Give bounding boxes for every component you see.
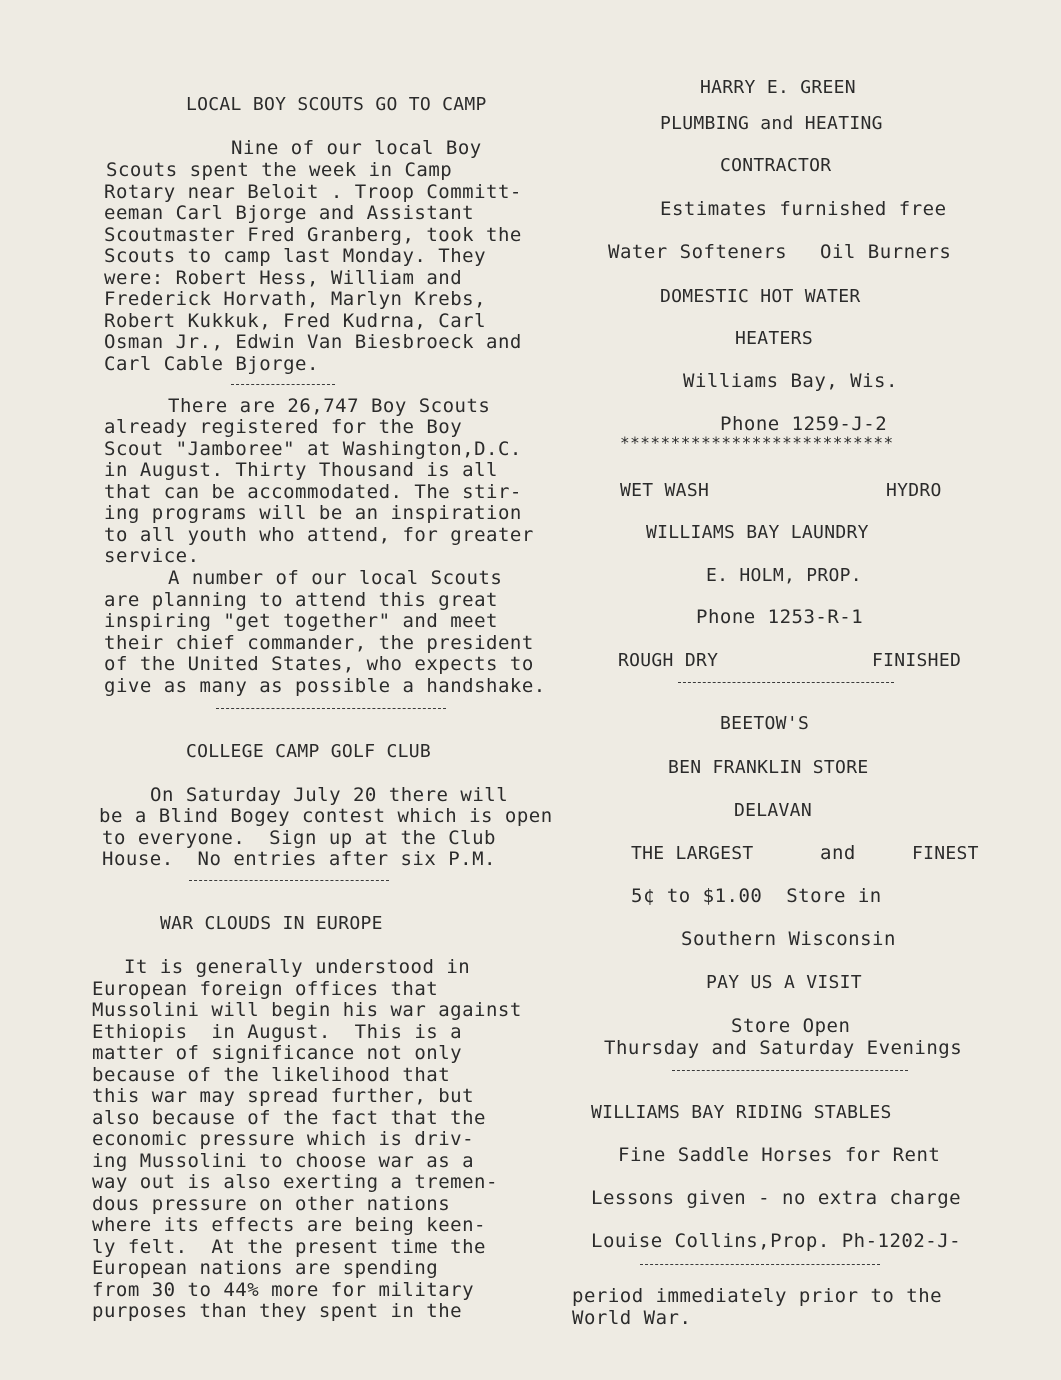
ad-line: FINISHED [872, 650, 962, 671]
star-divider: *************************** [620, 433, 894, 452]
text-line: were: Robert Hess, William and [104, 267, 463, 289]
ad-line: HEATERS [735, 328, 813, 349]
ad-line: Water Softeners [608, 241, 788, 263]
text-line: It is generally understood in [124, 956, 471, 978]
ad-line: 5¢ to $1.00 Store in [631, 885, 882, 907]
text-line: that can be accommodated. The stir- [104, 481, 522, 503]
ad-line: THE LARGEST [631, 843, 754, 864]
divider-rule [678, 682, 894, 683]
ad-line: PLUMBING and HEATING [660, 113, 883, 134]
divider-rule [216, 708, 446, 709]
text-line: also because of the fact that the [92, 1107, 486, 1129]
ad-line: Oil Burners [820, 241, 952, 263]
ad-line: Southern Wisconsin [681, 928, 896, 950]
ad-line: Thursday and Saturday Evenings [604, 1037, 963, 1059]
war-headline: WAR CLOUDS IN EUROPE [160, 913, 383, 934]
divider-rule [231, 384, 335, 385]
divider-rule [189, 880, 389, 881]
text-line: matter of significance not only [92, 1042, 463, 1064]
text-line: give as many as possible a handshake. [104, 675, 546, 697]
text-line: ly felt. At the present time the [92, 1236, 486, 1258]
text-line: inspiring "get together" and meet [104, 610, 498, 632]
text-line: because of the likelihood that [92, 1064, 451, 1086]
text-line: A number of our local Scouts [168, 567, 503, 589]
text-line: ing Mussolini to choose war as a [92, 1150, 475, 1172]
ad-line: DOMESTIC HOT WATER [660, 286, 861, 307]
text-line: way out is also exerting a tremen- [92, 1171, 498, 1193]
text-line: Frederick Horvath, Marlyn Krebs, [104, 288, 487, 310]
ad-line: DELAVAN [734, 800, 812, 821]
text-line: economic pressure which is driv- [92, 1128, 475, 1150]
scouts-headline: LOCAL BOY SCOUTS GO TO CAMP [186, 94, 487, 115]
golf-headline: COLLEGE CAMP GOLF CLUB [186, 741, 432, 762]
text-line: Scout "Jamboree" at Washington,D.C. [104, 438, 522, 460]
ad-line: E. HOLM, PROP. [706, 565, 862, 586]
text-line: Carl Cable Bjorge. [104, 353, 319, 375]
text-line: There are 26,747 Boy Scouts [168, 395, 491, 417]
ad-line: Williams Bay, Wis. [683, 370, 898, 392]
text-line: European nations are spending [92, 1257, 439, 1279]
text-line: service. [104, 545, 200, 567]
text-line: Osman Jr., Edwin Van Biesbroeck and [104, 331, 522, 353]
text-line: are planning to attend this great [104, 589, 498, 611]
ad-line: Phone 1259-J-2 [720, 413, 888, 435]
text-line: Scouts to camp last Monday. They [104, 245, 487, 267]
ad-line: Store Open [731, 1015, 851, 1037]
ad-line: BEN FRANKLIN STORE [668, 757, 869, 778]
ad-line: Lessons given - no extra charge [591, 1187, 962, 1209]
ad-line: Louise Collins,Prop. Ph-1202-J- [591, 1230, 962, 1252]
text-line: to everyone. Sign up at the Club [102, 827, 496, 849]
text-line: Nine of our local Boy [231, 137, 482, 159]
ad-line: and [820, 842, 856, 864]
ad-line: Phone 1253-R-1 [696, 606, 864, 628]
text-line: purposes than they spent in the [92, 1300, 463, 1322]
divider-rule [640, 1264, 880, 1265]
text-line: House. No entries after six P.M. [102, 848, 496, 870]
text-line: dous pressure on other nations [92, 1193, 451, 1215]
text-line: their chief commander, the president [104, 632, 534, 654]
ad-name: WILLIAMS BAY LAUNDRY [646, 522, 869, 543]
text-line: Scouts spent the week in Camp [106, 159, 453, 181]
ad-name: HARRY E. GREEN [700, 77, 856, 98]
text-line: European foreign offices that [92, 978, 439, 1000]
divider-rule [672, 1070, 908, 1071]
text-line: where its effects are being keen- [92, 1214, 486, 1236]
text-line: Ethiopis in August. This is a [92, 1021, 463, 1043]
text-line: On Saturday July 20 there will [150, 784, 509, 806]
text-line: Scoutmaster Fred Granberg, took the [104, 224, 522, 246]
text-line: already registered for the Boy [104, 416, 463, 438]
ad-line: WET WASH [620, 480, 710, 501]
text-line: eeman Carl Bjorge and Assistant [104, 202, 475, 224]
text-line: Robert Kukkuk, Fred Kudrna, Carl [104, 310, 487, 332]
ad-name: WILLIAMS BAY RIDING STABLES [591, 1102, 892, 1123]
text-line: Rotary near Beloit . Troop Committ- [104, 181, 522, 203]
ad-line: Fine Saddle Horses for Rent [618, 1144, 941, 1166]
text-line: ing programs will be an inspiration [104, 502, 522, 524]
ad-line: HYDRO [886, 480, 942, 501]
text-line: Mussolini will begin his war against [92, 999, 522, 1021]
text-line: in August. Thirty Thousand is all [104, 459, 498, 481]
text-line: to all youth who attend, for greater [104, 524, 534, 546]
text-line: this war may spread further, but [92, 1085, 475, 1107]
text-line: be a Blind Bogey contest which is open [99, 805, 553, 827]
ad-line: PAY US A VISIT [706, 972, 862, 993]
text-line: period immediately prior to the [572, 1285, 943, 1307]
ad-line: ROUGH DRY [618, 650, 719, 671]
ad-name: BEETOW'S [720, 713, 810, 734]
ad-line: CONTRACTOR [720, 155, 832, 176]
ad-line: Estimates furnished free [660, 198, 947, 220]
text-line: from 30 to 44% more for military [92, 1279, 475, 1301]
text-line: World War. [572, 1307, 692, 1329]
ad-line: FINEST [912, 843, 979, 864]
text-line: of the United States, who expects to [104, 653, 534, 675]
